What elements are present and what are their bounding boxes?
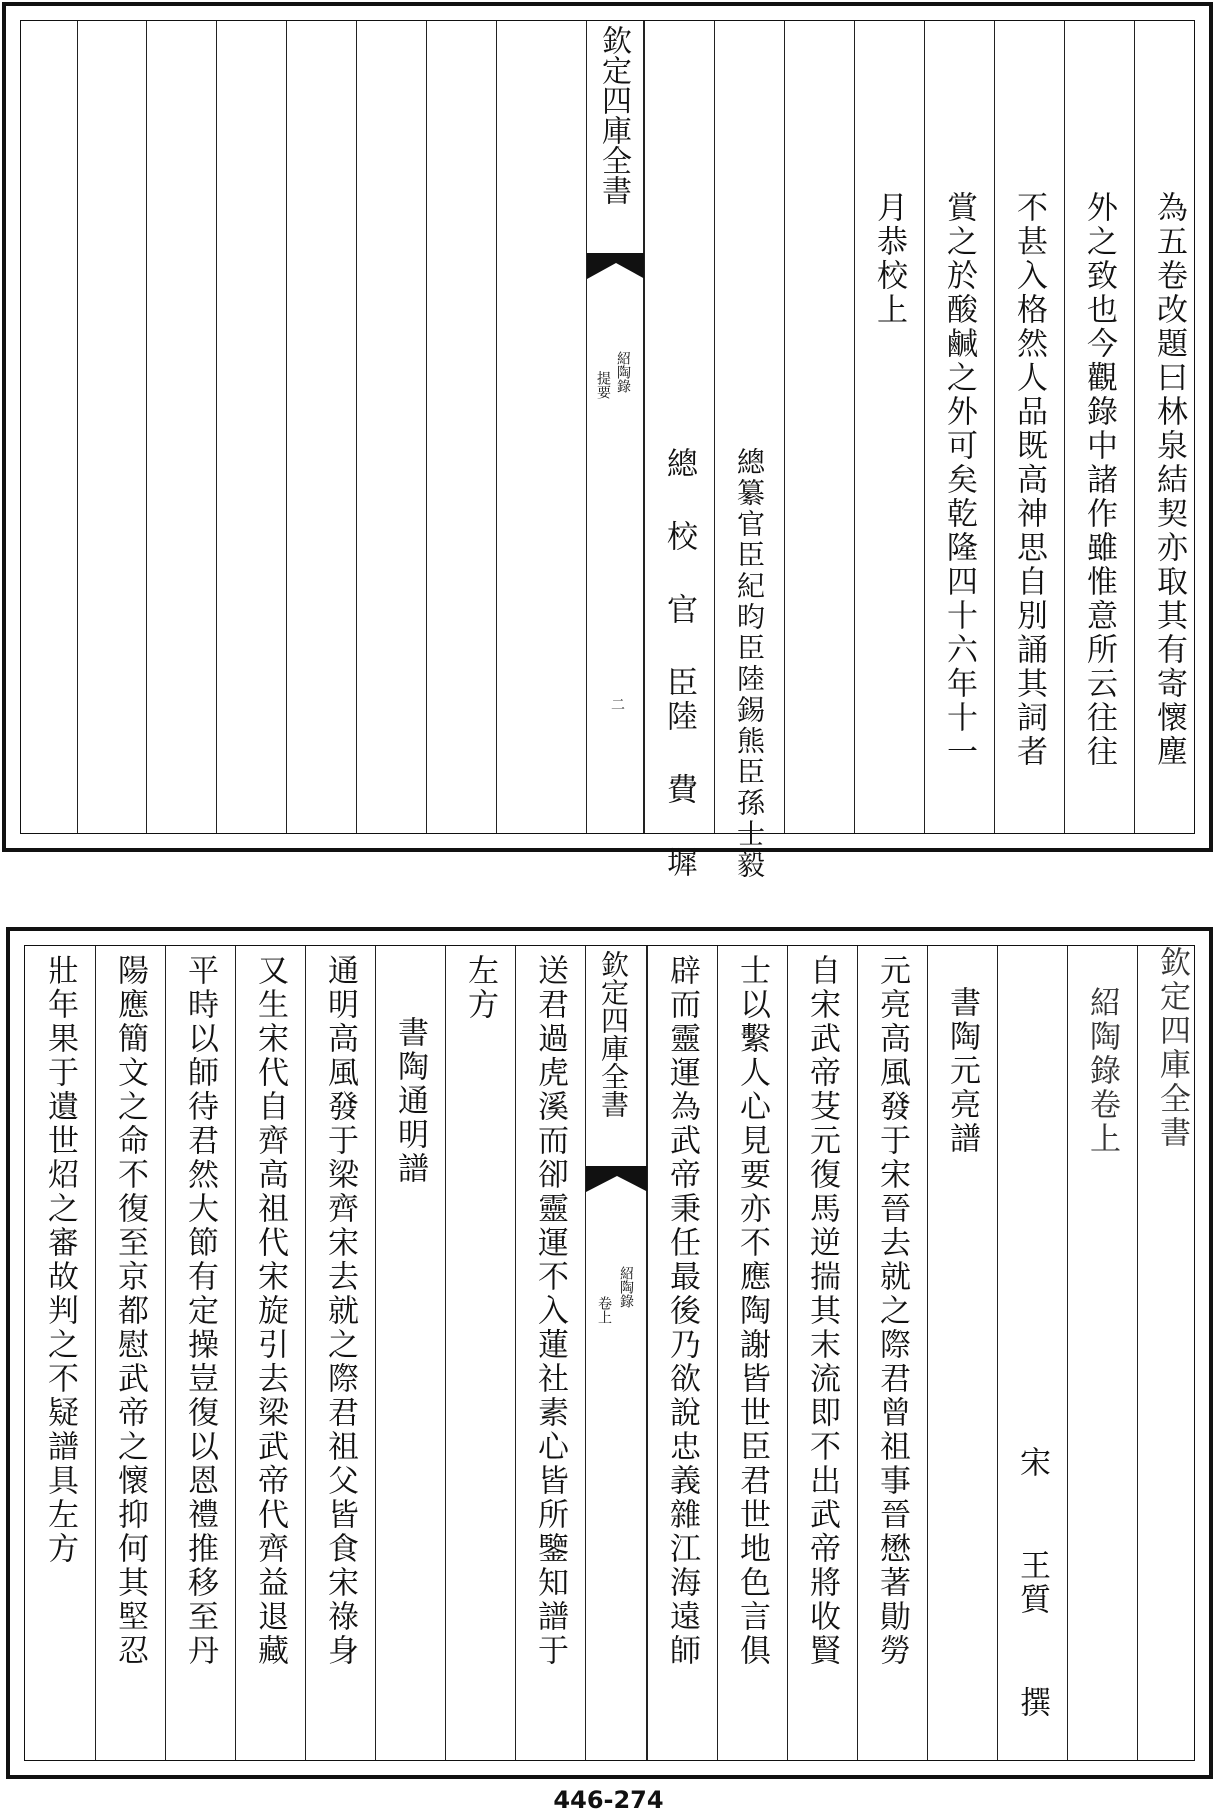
center-subtitle: 紹陶錄 xyxy=(618,1266,634,1308)
text-column: 左方 xyxy=(462,954,498,1022)
fishtail-mark xyxy=(587,253,645,279)
text-column: 賞之於酸鹹之外可矣乾隆四十六年十一 xyxy=(941,191,977,769)
text-column: 自宋武帝芟元復馬逆揣其末流即不出武帝將收賢 xyxy=(804,954,840,1668)
ruled-line xyxy=(854,21,855,833)
ruled-line xyxy=(77,21,78,833)
author-line: 宋 王質 撰 xyxy=(1014,1446,1050,1720)
text-column: 送君過虎溪而卻靈運不入蓮社素心皆所鑒知譜于 xyxy=(532,954,568,1668)
ruled-line xyxy=(784,21,785,833)
bottom-page-frame xyxy=(24,945,1195,1761)
volume-title: 紹陶錄卷上 xyxy=(1084,986,1120,1156)
text-column: 辟而靈運為武帝秉任最後乃欲說忠義雜江海遠師 xyxy=(664,954,700,1668)
top-page-frame xyxy=(20,20,1195,881)
text-column: 元亮高風發于宋晉去就之際君曾祖事晉懋著勛勞 xyxy=(874,954,910,1668)
ruled-line xyxy=(445,946,446,1760)
text-column: 通明高風發于梁齊宋去就之際君祖父皆食宋祿身 xyxy=(322,954,358,1668)
ruled-line xyxy=(426,21,427,833)
ruled-line xyxy=(496,21,497,833)
text-column: 月恭校上 xyxy=(871,191,907,327)
bottom-page xyxy=(6,927,1213,1779)
text-column: 不甚入格然人品既高神思自別誦其詞者 xyxy=(1011,191,1047,769)
center-section: 提要 xyxy=(595,371,611,399)
ruled-line xyxy=(286,21,287,833)
text-column: 又生宋代自齊高祖代宋旋引去梁武帝代齊益退藏 xyxy=(252,954,288,1668)
text-column: 平時以師待君然大節有定操豈復以恩禮推移至丹 xyxy=(182,954,218,1668)
section-heading: 書陶元亮譜 xyxy=(944,986,980,1156)
center-fold xyxy=(586,21,644,833)
ruled-line xyxy=(146,21,147,833)
text-column: 外之致也今觀錄中諸作雖惟意所云往往 xyxy=(1081,191,1117,769)
ruled-line xyxy=(216,21,217,833)
book-title: 欽定四庫全書 xyxy=(1154,946,1190,1150)
center-title: 欽定四庫全書 xyxy=(597,950,630,1118)
text-column: 陽應簡文之命不復至京都慰武帝之懷抑何其堅忍 xyxy=(112,954,148,1668)
page-footer: 446-274 xyxy=(553,1786,664,1814)
page-number: 二 xyxy=(609,697,625,711)
section-heading: 書陶通明譜 xyxy=(392,1016,428,1186)
center-subtitle: 紹陶錄 xyxy=(615,351,631,393)
center-fold xyxy=(585,946,647,1760)
text-column: 壯年果于遺世炤之審故判之不疑譜具左方 xyxy=(42,954,78,1566)
text-column: 總纂官臣紀昀臣陸錫熊臣孫士毅 xyxy=(733,447,766,881)
top-page xyxy=(2,2,1213,881)
center-section: 卷上 xyxy=(596,1296,612,1324)
text-column: 總 校 官 臣陸 費 墀 xyxy=(661,447,697,880)
text-column: 士以繫人心見要亦不應陶謝皆世臣君世地色言俱 xyxy=(734,954,770,1668)
text-column: 為五卷改題曰林泉結契亦取其有寄懷塵 xyxy=(1151,191,1187,769)
center-title: 欽定四庫全書 xyxy=(596,25,631,205)
ruled-line xyxy=(356,21,357,833)
fishtail-mark xyxy=(586,1166,648,1192)
